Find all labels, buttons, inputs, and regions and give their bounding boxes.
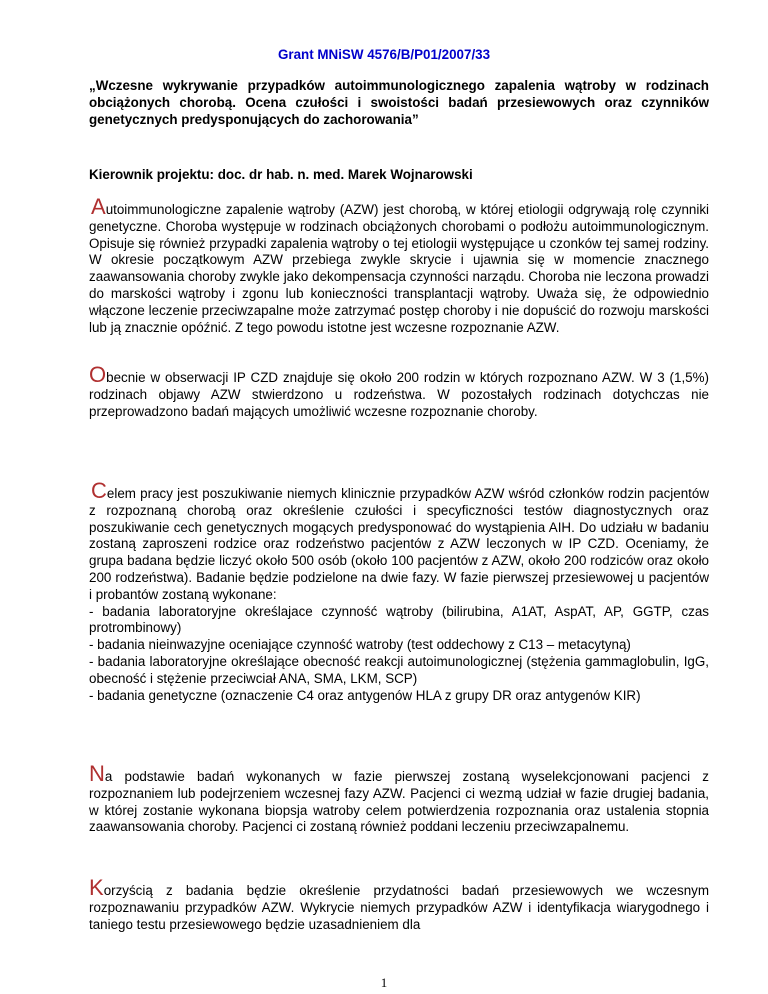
- list-item: - badania genetyczne (oznaczenie C4 oraz antygenów HLA z grupy DR oraz antygenów KIR): [89, 687, 641, 703]
- drop-cap: K: [89, 875, 104, 900]
- project-title: „Wczesne wykrywanie przypadków autoimmunologicznego zapalenia wątroby w rodzinach obciążonych chorobą. Ocena czułości i swoistości badań przesiewowych oraz czynników genetycznych predysponujących do zachorowania”: [89, 78, 709, 127]
- paragraph-aim: [89, 478, 709, 704]
- paragraph-benefit: [89, 875, 709, 933]
- paragraph-observation: [89, 362, 709, 420]
- paragraph-intro: [89, 194, 709, 336]
- drop-cap: A: [91, 194, 106, 219]
- grant-number: Grant MNiSW 4576/B/P01/2007/33: [277, 47, 491, 62]
- paragraph-phase-two: [89, 761, 709, 836]
- page-number: 1: [380, 975, 388, 990]
- drop-cap: O: [89, 362, 107, 387]
- paragraph-text: becnie w obserwacji IP CZD znajduje się około 200 rodzin w których rozpoznano AZW. W 3 (1,5%) rodzinach objawy AZW stwierdzono u rodzeństwa. W pozostałych rodzinach dotychczas nie przeprowadzono badań mających umożliwić wczesne rozpoznanie choroby.: [89, 370, 709, 419]
- project-leader: Kierownik projektu: doc. dr hab. n. med. Marek Wojnarowski: [89, 167, 473, 182]
- list-item: - badania nieinwazyjne oceniające czynność watroby (test oddechowy z C13 – metacytyną): [89, 637, 631, 653]
- drop-cap: C: [91, 478, 107, 503]
- list-item: - badania laboratoryjne określajace czynność wątroby (bilirubina, A1AT, AspAT, AP, GGTP, czas protrombinowy): [89, 603, 709, 636]
- paragraph-text: elem pracy jest poszukiwanie niemych klinicznie przypadków AZW wśród członków rodzin pacjentów z rozpoznaną chorobą oraz określenie czułości i specyficzności testów diagnostycznych oraz poszukiwanie cech genetycznych mogących predysponować do wystąpienia AIH. Do udziału w badaniu zostaną zaproszeni rodzice oraz rodzeństwo pacjentów z AZW leczonych w IP CZD. Oceniamy, że grupa badana będzie liczyć około 500 osób (około 100 pacjentów z AZW, około 200 rodziców oraz około 200 rodzeństwa). Badanie będzie podzielone na dwie fazy. W fazie pierwszej przesiewowej u pacjentów i probantów zostaną wykonane:: [89, 486, 709, 602]
- list-item: - badania laboratoryjne określające obecność reakcji autoimunologicznej (stężenia gammaglobulin, IgG, obecność i stężenie przeciwciał ANA, SMA, LKM, SCP): [89, 653, 709, 686]
- drop-cap: N: [89, 761, 105, 786]
- paragraph-text: a podstawie badań wykonanych w fazie pierwszej zostaną wyselekcjonowani pacjenci z rozpoznaniem lub podejrzeniem wczesnej fazy AZW. Pacjenci ci wezmą udział w fazie drugiej badania, w której zostanie wykonana biopsja watroby celem potwierdzenia rozpoznania oraz ustalenia stopnia zaawansowania choroby. Pacjenci ci zostaną również poddani leczeniu przeciwzapalnemu.: [89, 769, 709, 835]
- paragraph-text: orzyścią z badania będzie określenie przydatności badań przesiewowych we wczesnym rozpoznawaniu przypadków AZW. Wykrycie niemych przypadków AZW i identyfikacja wiarygodnego i taniego testu przesiewowego będzie uzasadnieniem dla: [89, 883, 709, 932]
- paragraph-text: utoimmunologiczne zapalenie wątroby (AZW) jest chorobą, w której etiologii odgrywają rolę czynniki genetyczne. Choroba występuje w rodzinach obciążonych chorobami o podłożu autoimmunologicznym. Opisuje się również przypadki zapalenia wątroby o tej etiologii występujące u czonków tej samej rodziny. W okresie początkowym AZW przebiega zwykle skrycie i ujawnia się w momencie znacznego zaawansowania choroby zwykle jako dekompensacja czynności narządu. Choroba nie leczona prowadzi do marskości wątroby i zgonu lub konieczności transplantacji wątroby. Uważa się, że odpowiednio włączone leczenie przeciwzapalne może zatrzymać postęp choroby i nie dopuścić do rozwoju marskości lub ją znacznie opóźnić. Z tego powodu istotne jest wczesne rozpoznanie AZW.: [89, 202, 709, 335]
